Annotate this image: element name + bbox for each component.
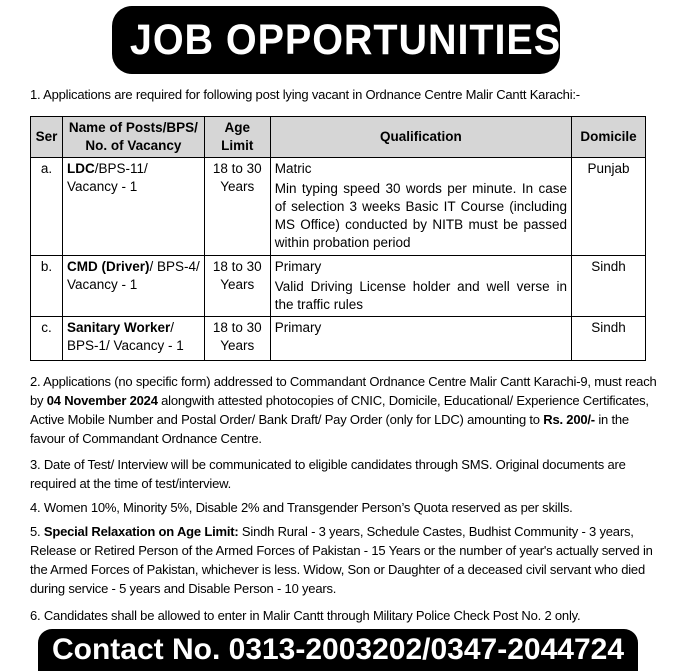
row-qualification xyxy=(270,158,571,256)
row-domicile: Sindh xyxy=(572,256,646,317)
row-domicile: Sindh xyxy=(572,317,646,361)
qualification-main: Matric xyxy=(274,161,312,176)
paragraph-3: 3. Date of Test/ Interview will be communicated to eligible candidates through SMS. Original documents are required at the time of test/interview. xyxy=(30,457,626,491)
post-name: LDC xyxy=(66,161,95,176)
qualification-details: Valid Driving License holder and well verse in the traffic rules xyxy=(274,279,567,312)
contact-banner: Contact No. 0313-2003202/0347-2044724 xyxy=(38,629,638,671)
row-post xyxy=(62,158,204,256)
header-ser: Ser xyxy=(31,117,63,158)
para2-text-a: 2. Applications (no specific form) addressed to Commandant Ordnance Centre Malir Cantt Karachi-9, must reach by xyxy=(30,374,657,408)
vacancy-table xyxy=(30,116,646,361)
deadline-date: 04 November 2024 xyxy=(46,393,158,408)
header-post: Name of Posts/BPS/ No. of Vacancy xyxy=(62,117,204,158)
fee-amount: Rs. 200/- xyxy=(543,412,595,427)
para2-text-b: alongwith attested photocopies of CNIC, Domicile, Educational/ Experience Certificates, Active Mobile Number and Postal Order/ Bank Draft/ Pay Order (only for LDC) amounting to xyxy=(30,393,649,427)
post-name: CMD (Driver) xyxy=(66,259,150,274)
row-ser: b. xyxy=(31,256,63,317)
row-domicile: Punjab xyxy=(572,158,646,256)
paragraph-5 xyxy=(30,522,666,598)
row-ser: c. xyxy=(31,317,63,361)
para5-number: 5. xyxy=(30,524,44,539)
table-row xyxy=(31,158,646,256)
qualification-details: Min typing speed 30 words per minute. In case of selection 3 weeks Basic IT Course (including MS Office) conducted by NITB must be passed within probation period xyxy=(274,181,567,250)
row-qualification xyxy=(270,317,571,361)
post-details: /BPS-11/ Vacancy - 1 xyxy=(66,161,148,194)
intro-paragraph: 1. Applications are required for following post lying vacant in Ordnance Centre Malir Cantt Karachi:- xyxy=(30,87,580,102)
page-title: JOB OPPORTUNITIES xyxy=(129,16,562,64)
row-ser: a. xyxy=(31,158,63,256)
row-post xyxy=(62,317,204,361)
post-name: Sanitary Worker xyxy=(66,320,171,335)
row-post xyxy=(62,256,204,317)
post-details: / BPS-1/ Vacancy - 1 xyxy=(66,320,184,353)
paragraph-6: 6. Candidates shall be allowed to enter in Malir Cantt through Military Police Check Post No. 2 only. xyxy=(30,608,581,623)
para5-text: Sindh Rural - 3 years, Schedule Castes, Budhist Community - 3 years, Release or Retired Person of the Armed Forces of Pakistan - 15 Years or the number of year's actually served in the Armed Forces of Pakistan, whichever is less. Widow, Son or Daughter of a deceased civil servant who died during service - 5 years and Disable Person - 10 years. xyxy=(30,524,653,596)
table-row xyxy=(31,317,646,361)
post-details: / BPS-4/ Vacancy - 1 xyxy=(66,259,200,292)
table-header-row xyxy=(31,117,646,158)
row-age: 18 to 30 Years xyxy=(204,158,270,256)
paragraph-4: 4. Women 10%, Minority 5%, Disable 2% and Transgender Person’s Quota reserved as per skills. xyxy=(30,500,573,515)
row-age: 18 to 30 Years xyxy=(204,256,270,317)
title-banner xyxy=(112,6,560,74)
header-qualification: Qualification xyxy=(270,117,571,158)
qualification-main: Primary xyxy=(274,320,322,335)
header-domicile: Domicile xyxy=(572,117,646,158)
row-qualification xyxy=(270,256,571,317)
paragraph-2 xyxy=(30,372,666,448)
table-row xyxy=(31,256,646,317)
row-age: 18 to 30 Years xyxy=(204,317,270,361)
qualification-main: Primary xyxy=(274,259,322,274)
header-age: Age Limit xyxy=(204,117,270,158)
age-relaxation-label: Special Relaxation on Age Limit: xyxy=(43,524,239,539)
para2-text-c: in the favour of Commandant Ordnance Centre. xyxy=(30,412,629,446)
